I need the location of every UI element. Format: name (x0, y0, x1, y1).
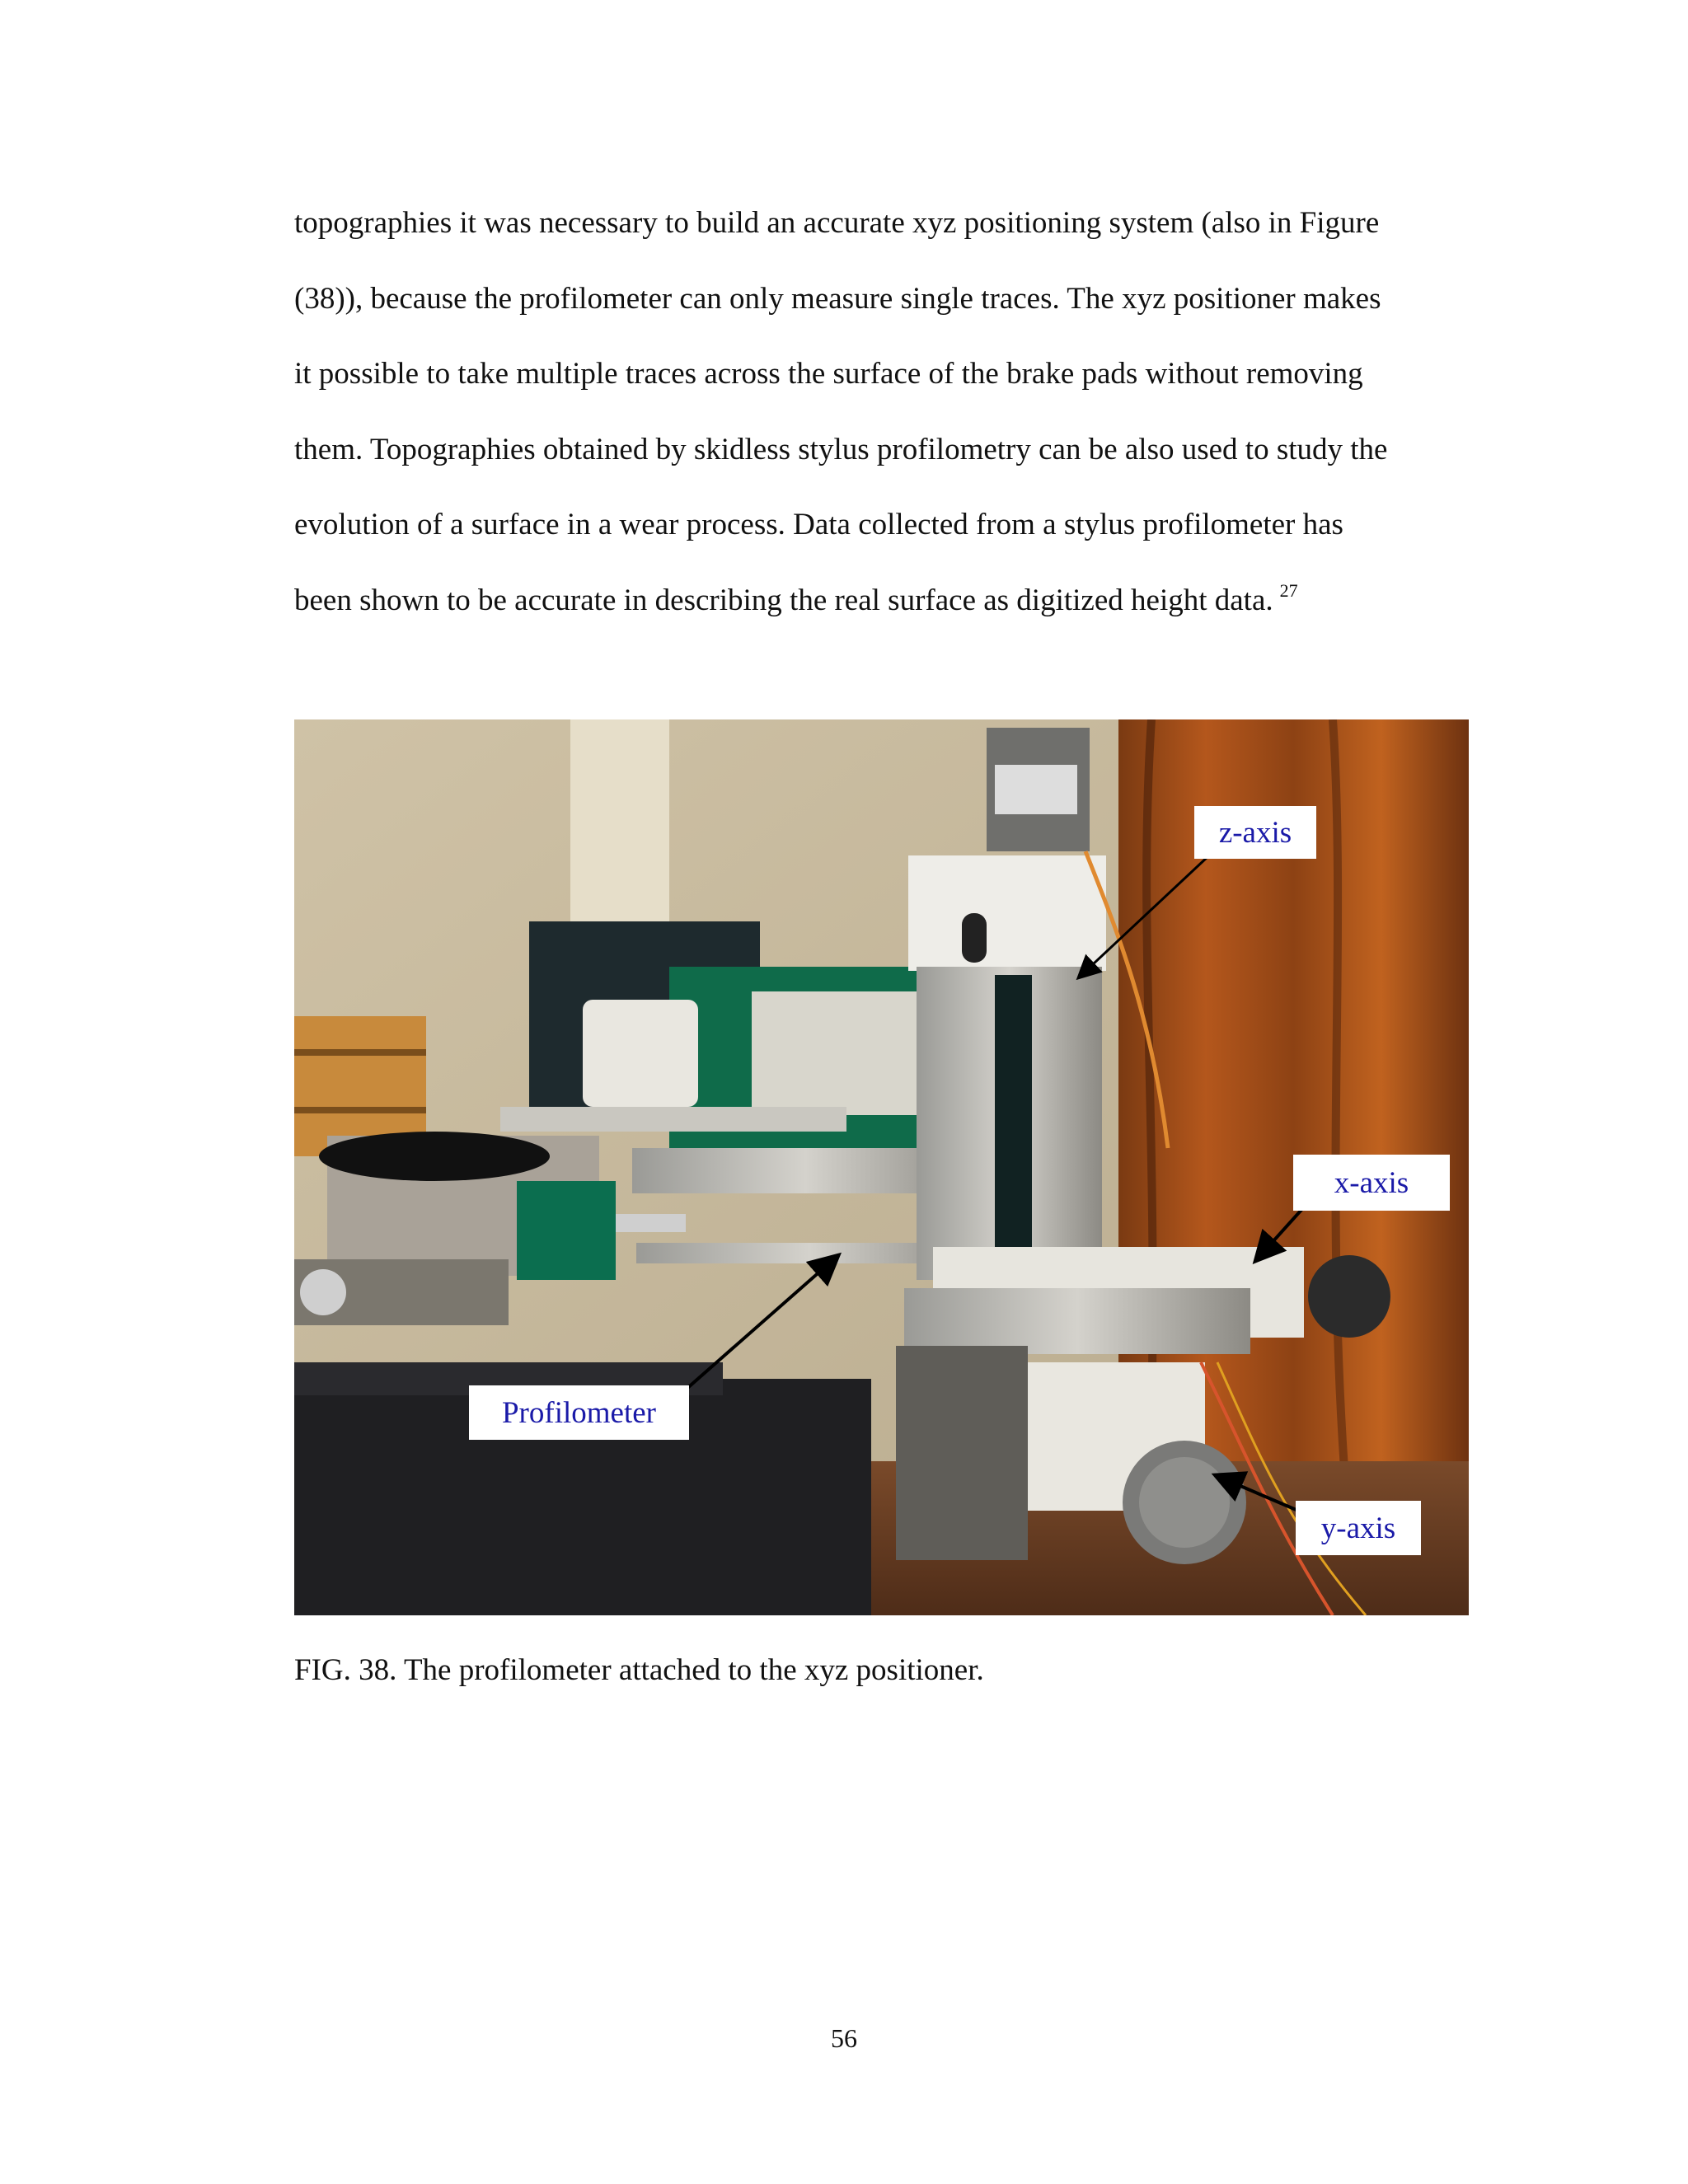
body-line-1: topographies it was necessary to build an accurate xyz positioning system (also in Figure (294, 206, 1380, 240)
body-line-3: it possible to take multiple traces across the surface of the brake pads without removing (294, 357, 1363, 391)
x-axis-label: x-axis (1293, 1155, 1450, 1211)
z-axis-label: z-axis (1194, 806, 1316, 859)
body-line-6 (294, 563, 1465, 642)
body-paragraph (294, 185, 1465, 641)
figure-caption: FIG. 38. The profilometer attached to the xyz positioner. (294, 1653, 984, 1687)
page-number: 56 (831, 2023, 857, 2053)
citation-superscript: 27 (1279, 579, 1298, 601)
y-axis-label: y-axis (1296, 1501, 1421, 1555)
body-line-6-text: been shown to be accurate in describing the real surface as digitized height data. (294, 583, 1273, 617)
body-line-4: them. Topographies obtained by skidless stylus profilometry can be also used to study the (294, 432, 1388, 466)
figure-photo (294, 719, 1469, 1615)
body-line-2: (38)), because the profilometer can only measure single traces. The xyz positioner makes (294, 281, 1381, 316)
body-line-5: evolution of a surface in a wear process. Data collected from a stylus profilometer has (294, 508, 1343, 541)
profilometer-label: Profilometer (469, 1385, 689, 1440)
